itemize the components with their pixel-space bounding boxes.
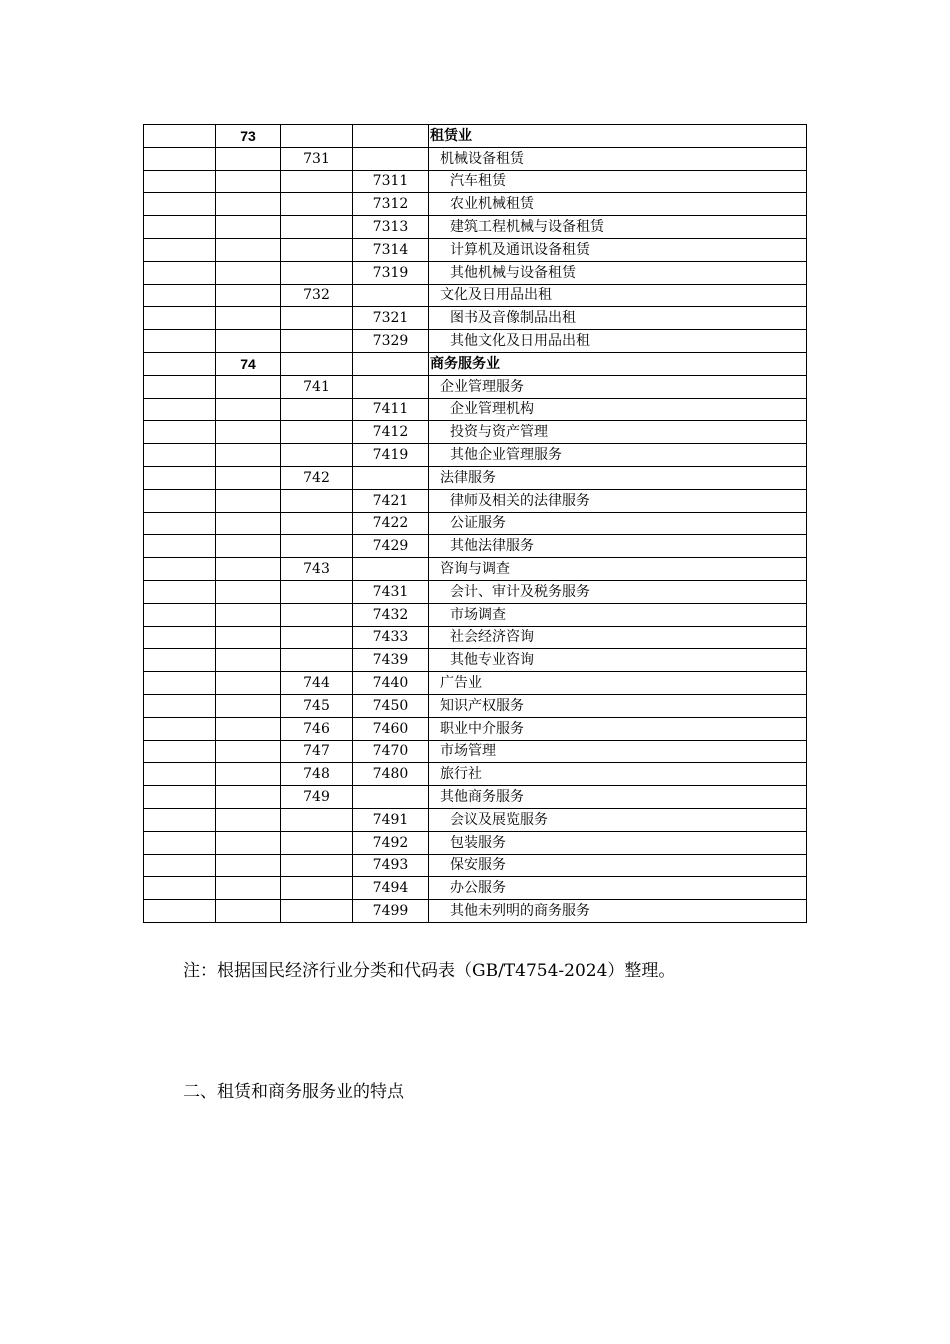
table-row bbox=[144, 740, 807, 763]
industry-name-cell: 公证服务 bbox=[429, 512, 807, 535]
category-cell bbox=[144, 512, 216, 535]
table-row bbox=[144, 672, 807, 695]
class-code-cell: 7499 bbox=[353, 900, 429, 923]
section-code-cell bbox=[216, 580, 281, 603]
table-row bbox=[144, 808, 807, 831]
table-row bbox=[144, 261, 807, 284]
industry-name-cell: 会计、审计及税务服务 bbox=[429, 580, 807, 603]
industry-name-cell: 企业管理服务 bbox=[429, 375, 807, 398]
section-code-cell bbox=[216, 489, 281, 512]
group-code-cell bbox=[281, 421, 353, 444]
industry-name-cell: 其他企业管理服务 bbox=[429, 444, 807, 467]
industry-name-cell: 市场调查 bbox=[429, 603, 807, 626]
category-cell bbox=[144, 307, 216, 330]
table-row bbox=[144, 238, 807, 261]
section-code-cell bbox=[216, 672, 281, 695]
class-code-cell: 7312 bbox=[353, 193, 429, 216]
section-code-cell bbox=[216, 900, 281, 923]
category-cell bbox=[144, 535, 216, 558]
group-code-cell bbox=[281, 261, 353, 284]
section-code-cell bbox=[216, 284, 281, 307]
industry-name-cell: 其他文化及日用品出租 bbox=[429, 330, 807, 353]
category-cell bbox=[144, 216, 216, 239]
section-code-cell bbox=[216, 535, 281, 558]
group-code-cell bbox=[281, 489, 353, 512]
section-code-cell bbox=[216, 831, 281, 854]
table-row bbox=[144, 626, 807, 649]
table-row bbox=[144, 649, 807, 672]
section-code-cell bbox=[216, 649, 281, 672]
table-row bbox=[144, 352, 807, 375]
category-cell bbox=[144, 558, 216, 581]
class-code-cell: 7319 bbox=[353, 261, 429, 284]
table-row bbox=[144, 900, 807, 923]
industry-name-cell: 保安服务 bbox=[429, 854, 807, 877]
section-code-cell bbox=[216, 216, 281, 239]
class-code-cell: 7492 bbox=[353, 831, 429, 854]
category-cell bbox=[144, 580, 216, 603]
table-row bbox=[144, 125, 807, 148]
category-cell bbox=[144, 125, 216, 148]
table-row bbox=[144, 216, 807, 239]
industry-name-cell: 市场管理 bbox=[429, 740, 807, 763]
section-code-cell bbox=[216, 512, 281, 535]
table-row bbox=[144, 170, 807, 193]
class-code-cell: 7329 bbox=[353, 330, 429, 353]
class-code-cell: 7439 bbox=[353, 649, 429, 672]
category-cell bbox=[144, 763, 216, 786]
group-code-cell bbox=[281, 398, 353, 421]
industry-name-cell: 租赁业 bbox=[429, 125, 807, 148]
category-cell bbox=[144, 375, 216, 398]
class-code-cell bbox=[353, 125, 429, 148]
category-cell bbox=[144, 672, 216, 695]
table-row bbox=[144, 717, 807, 740]
industry-name-cell: 投资与资产管理 bbox=[429, 421, 807, 444]
class-code-cell: 7493 bbox=[353, 854, 429, 877]
table-row bbox=[144, 877, 807, 900]
industry-name-cell: 律师及相关的法律服务 bbox=[429, 489, 807, 512]
industry-name-cell: 文化及日用品出租 bbox=[429, 284, 807, 307]
group-code-cell: 746 bbox=[281, 717, 353, 740]
category-cell bbox=[144, 147, 216, 170]
table-row bbox=[144, 763, 807, 786]
section-code-cell bbox=[216, 786, 281, 809]
section-code-cell bbox=[216, 808, 281, 831]
category-cell bbox=[144, 170, 216, 193]
category-cell bbox=[144, 854, 216, 877]
section-code-cell bbox=[216, 603, 281, 626]
industry-name-cell: 其他未列明的商务服务 bbox=[429, 900, 807, 923]
category-cell bbox=[144, 626, 216, 649]
table-row bbox=[144, 535, 807, 558]
group-code-cell bbox=[281, 854, 353, 877]
category-cell bbox=[144, 694, 216, 717]
group-code-cell bbox=[281, 330, 353, 353]
class-code-cell bbox=[353, 352, 429, 375]
group-code-cell bbox=[281, 535, 353, 558]
table-row bbox=[144, 831, 807, 854]
class-code-cell bbox=[353, 786, 429, 809]
group-code-cell: 749 bbox=[281, 786, 353, 809]
section-code-cell bbox=[216, 398, 281, 421]
class-code-cell: 7412 bbox=[353, 421, 429, 444]
group-code-cell bbox=[281, 603, 353, 626]
section-code-cell: 73 bbox=[216, 125, 281, 148]
class-code-cell: 7429 bbox=[353, 535, 429, 558]
group-code-cell bbox=[281, 831, 353, 854]
industry-name-cell: 建筑工程机械与设备租赁 bbox=[429, 216, 807, 239]
industry-name-cell: 广告业 bbox=[429, 672, 807, 695]
industry-name-cell: 图书及音像制品出租 bbox=[429, 307, 807, 330]
category-cell bbox=[144, 786, 216, 809]
industry-classification-table bbox=[143, 124, 807, 923]
class-code-cell: 7480 bbox=[353, 763, 429, 786]
section-heading: 二、租赁和商务服务业的特点 bbox=[183, 1082, 404, 1102]
section-code-cell bbox=[216, 854, 281, 877]
industry-name-cell: 汽车租赁 bbox=[429, 170, 807, 193]
category-cell bbox=[144, 466, 216, 489]
class-code-cell: 7313 bbox=[353, 216, 429, 239]
class-code-cell: 7450 bbox=[353, 694, 429, 717]
table-row bbox=[144, 421, 807, 444]
group-code-cell bbox=[281, 512, 353, 535]
industry-name-cell: 办公服务 bbox=[429, 877, 807, 900]
section-code-cell: 74 bbox=[216, 352, 281, 375]
table-row bbox=[144, 854, 807, 877]
section-code-cell bbox=[216, 170, 281, 193]
group-code-cell bbox=[281, 580, 353, 603]
category-cell bbox=[144, 193, 216, 216]
class-code-cell: 7311 bbox=[353, 170, 429, 193]
class-code-cell: 7491 bbox=[353, 808, 429, 831]
table-row bbox=[144, 284, 807, 307]
category-cell bbox=[144, 603, 216, 626]
industry-name-cell: 其他机械与设备租赁 bbox=[429, 261, 807, 284]
table-row bbox=[144, 147, 807, 170]
category-cell bbox=[144, 444, 216, 467]
category-cell bbox=[144, 489, 216, 512]
class-code-cell: 7431 bbox=[353, 580, 429, 603]
section-code-cell bbox=[216, 330, 281, 353]
industry-name-cell: 其他商务服务 bbox=[429, 786, 807, 809]
category-cell bbox=[144, 877, 216, 900]
table-row bbox=[144, 466, 807, 489]
section-code-cell bbox=[216, 877, 281, 900]
section-code-cell bbox=[216, 193, 281, 216]
group-code-cell bbox=[281, 649, 353, 672]
category-cell bbox=[144, 717, 216, 740]
table-row bbox=[144, 489, 807, 512]
section-code-cell bbox=[216, 740, 281, 763]
group-code-cell bbox=[281, 125, 353, 148]
table-row bbox=[144, 375, 807, 398]
group-code-cell bbox=[281, 352, 353, 375]
section-code-cell bbox=[216, 421, 281, 444]
class-code-cell bbox=[353, 284, 429, 307]
group-code-cell bbox=[281, 900, 353, 923]
group-code-cell bbox=[281, 877, 353, 900]
group-code-cell bbox=[281, 626, 353, 649]
category-cell bbox=[144, 284, 216, 307]
class-code-cell: 7440 bbox=[353, 672, 429, 695]
industry-name-cell: 其他法律服务 bbox=[429, 535, 807, 558]
table-row bbox=[144, 330, 807, 353]
group-code-cell: 745 bbox=[281, 694, 353, 717]
table-row bbox=[144, 512, 807, 535]
section-code-cell bbox=[216, 626, 281, 649]
industry-name-cell: 商务服务业 bbox=[429, 352, 807, 375]
section-code-cell bbox=[216, 147, 281, 170]
group-code-cell: 744 bbox=[281, 672, 353, 695]
category-cell bbox=[144, 740, 216, 763]
group-code-cell bbox=[281, 808, 353, 831]
industry-name-cell: 社会经济咨询 bbox=[429, 626, 807, 649]
group-code-cell: 742 bbox=[281, 466, 353, 489]
section-code-cell bbox=[216, 261, 281, 284]
group-code-cell bbox=[281, 216, 353, 239]
class-code-cell bbox=[353, 466, 429, 489]
class-code-cell bbox=[353, 147, 429, 170]
category-cell bbox=[144, 352, 216, 375]
section-code-cell bbox=[216, 375, 281, 398]
class-code-cell: 7494 bbox=[353, 877, 429, 900]
group-code-cell: 743 bbox=[281, 558, 353, 581]
class-code-cell: 7460 bbox=[353, 717, 429, 740]
category-cell bbox=[144, 649, 216, 672]
industry-name-cell: 咨询与调查 bbox=[429, 558, 807, 581]
category-cell bbox=[144, 330, 216, 353]
section-code-cell bbox=[216, 717, 281, 740]
industry-name-cell: 计算机及通讯设备租赁 bbox=[429, 238, 807, 261]
section-code-cell bbox=[216, 694, 281, 717]
table-row bbox=[144, 558, 807, 581]
industry-name-cell: 农业机械租赁 bbox=[429, 193, 807, 216]
section-code-cell bbox=[216, 558, 281, 581]
category-cell bbox=[144, 900, 216, 923]
category-cell bbox=[144, 238, 216, 261]
table-row bbox=[144, 193, 807, 216]
industry-name-cell: 其他专业咨询 bbox=[429, 649, 807, 672]
class-code-cell: 7314 bbox=[353, 238, 429, 261]
table-row bbox=[144, 603, 807, 626]
class-code-cell: 7433 bbox=[353, 626, 429, 649]
section-code-cell bbox=[216, 466, 281, 489]
class-code-cell: 7422 bbox=[353, 512, 429, 535]
table-row bbox=[144, 398, 807, 421]
industry-name-cell: 机械设备租赁 bbox=[429, 147, 807, 170]
table-body bbox=[144, 125, 807, 923]
industry-name-cell: 知识产权服务 bbox=[429, 694, 807, 717]
class-code-cell bbox=[353, 558, 429, 581]
group-code-cell bbox=[281, 307, 353, 330]
class-code-cell: 7421 bbox=[353, 489, 429, 512]
industry-name-cell: 法律服务 bbox=[429, 466, 807, 489]
class-code-cell: 7470 bbox=[353, 740, 429, 763]
group-code-cell: 741 bbox=[281, 375, 353, 398]
section-code-cell bbox=[216, 444, 281, 467]
table-row bbox=[144, 580, 807, 603]
class-code-cell: 7411 bbox=[353, 398, 429, 421]
class-code-cell bbox=[353, 375, 429, 398]
group-code-cell: 732 bbox=[281, 284, 353, 307]
section-code-cell bbox=[216, 238, 281, 261]
group-code-cell: 748 bbox=[281, 763, 353, 786]
group-code-cell bbox=[281, 193, 353, 216]
class-code-cell: 7432 bbox=[353, 603, 429, 626]
category-cell bbox=[144, 261, 216, 284]
group-code-cell bbox=[281, 238, 353, 261]
table-note: 注：根据国民经济行业分类和代码表（GB/T4754-2024）整理。 bbox=[183, 961, 676, 981]
group-code-cell: 747 bbox=[281, 740, 353, 763]
group-code-cell bbox=[281, 444, 353, 467]
industry-name-cell: 旅行社 bbox=[429, 763, 807, 786]
group-code-cell: 731 bbox=[281, 147, 353, 170]
table-row bbox=[144, 444, 807, 467]
industry-name-cell: 职业中介服务 bbox=[429, 717, 807, 740]
class-code-cell: 7321 bbox=[353, 307, 429, 330]
industry-name-cell: 包装服务 bbox=[429, 831, 807, 854]
category-cell bbox=[144, 398, 216, 421]
category-cell bbox=[144, 831, 216, 854]
section-code-cell bbox=[216, 763, 281, 786]
industry-name-cell: 企业管理机构 bbox=[429, 398, 807, 421]
table-row bbox=[144, 694, 807, 717]
category-cell bbox=[144, 421, 216, 444]
category-cell bbox=[144, 808, 216, 831]
industry-name-cell: 会议及展览服务 bbox=[429, 808, 807, 831]
group-code-cell bbox=[281, 170, 353, 193]
section-code-cell bbox=[216, 307, 281, 330]
table-row bbox=[144, 786, 807, 809]
table-row bbox=[144, 307, 807, 330]
class-code-cell: 7419 bbox=[353, 444, 429, 467]
